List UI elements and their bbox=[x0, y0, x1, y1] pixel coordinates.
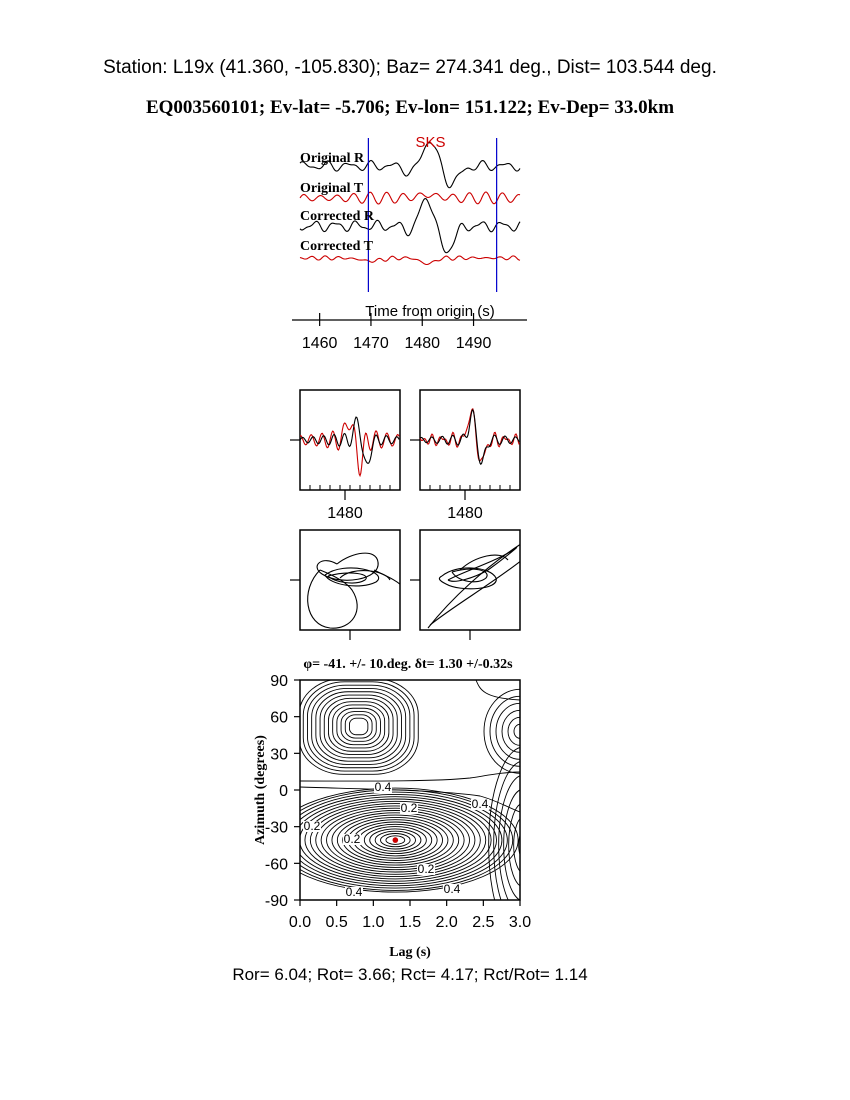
contour-ring bbox=[499, 775, 549, 915]
contour-ring bbox=[307, 685, 409, 768]
trace-label-corrected-t: Corrected T bbox=[300, 239, 373, 254]
station-info: Station: L19x (41.360, -105.830); Baz= 274.341 deg., Dist= 103.544 deg. bbox=[103, 57, 717, 78]
contour-ring bbox=[312, 688, 406, 764]
azimuth-tick-label: 60 bbox=[270, 709, 288, 727]
contour-ring bbox=[324, 698, 393, 754]
lag-tick-label: 3.0 bbox=[508, 914, 532, 931]
particle-motion-panels bbox=[290, 530, 524, 640]
phase-label: SKS bbox=[415, 134, 446, 151]
overlay-trace-red bbox=[420, 409, 519, 461]
contour-ring bbox=[494, 761, 554, 929]
original-waveform-box bbox=[300, 390, 400, 490]
lag-tick-label: 2.0 bbox=[435, 914, 458, 931]
time-tick-label: 1470 bbox=[353, 335, 389, 352]
time-tick-label: 1460 bbox=[301, 335, 338, 352]
contour-ring bbox=[509, 803, 539, 887]
contour-ring bbox=[514, 817, 534, 873]
trace-corrected-t bbox=[300, 256, 520, 265]
azimuth-tick-label: 30 bbox=[270, 746, 288, 764]
lag-tick-label: 0.5 bbox=[325, 914, 348, 931]
contour-label: 0.4 bbox=[345, 885, 363, 899]
trace-label-original-t: Original T bbox=[300, 181, 364, 196]
contour-label: 0.4 bbox=[471, 797, 489, 811]
contour-ring bbox=[504, 789, 544, 901]
contour-panel bbox=[253, 657, 559, 960]
contour-ring bbox=[337, 708, 381, 744]
original-waveform-traces bbox=[300, 417, 399, 476]
lag-tick-label: 1.0 bbox=[362, 914, 385, 931]
contour-label: 0.2 bbox=[343, 832, 361, 846]
contour-label: 0.4 bbox=[443, 882, 461, 896]
trace-label-original-r: Original R bbox=[300, 151, 365, 166]
azimuth-tick-label: -90 bbox=[264, 893, 288, 910]
contour-ring bbox=[349, 718, 367, 735]
azimuth-tick-label: 0 bbox=[279, 783, 288, 800]
event-info: EQ003560101; Ev-lat= -5.706; Ev-lon= 151.122; Ev-Dep= 33.0km bbox=[145, 97, 675, 118]
contour-label: 0.2 bbox=[303, 819, 321, 833]
waveform-panels bbox=[290, 390, 520, 522]
azimuth-tick-label: 90 bbox=[270, 673, 288, 690]
corrected-waveform-traces bbox=[420, 409, 519, 464]
particle-path bbox=[448, 548, 517, 582]
best-fit-marker bbox=[393, 837, 399, 843]
lag-tick-label: 1.5 bbox=[398, 914, 422, 931]
original-particle-motion bbox=[308, 553, 402, 628]
lag-axis-label: Lag (s) bbox=[389, 945, 431, 960]
original-waveform-tick-1480: 1480 bbox=[327, 505, 363, 522]
lag-tick-label: 0.0 bbox=[288, 914, 312, 931]
azimuth-tick-label: -60 bbox=[264, 856, 288, 874]
contour-label: 0.2 bbox=[417, 862, 435, 876]
energy-ratios: Ror= 6.04; Rot= 3.66; Rct= 4.17; Rct/Rot= 1.14 bbox=[232, 965, 588, 984]
time-tick-label: 1490 bbox=[455, 335, 492, 352]
azimuth-tick-label: -30 bbox=[264, 819, 288, 837]
lag-tick-label: 2.5 bbox=[472, 914, 495, 931]
contour-label: 0.2 bbox=[400, 801, 418, 815]
contour-ring bbox=[299, 679, 418, 775]
trace-label-corrected-r: Corrected R bbox=[300, 209, 374, 224]
time-axis-label: Time from origin (s) bbox=[365, 303, 495, 320]
time-tick-label: 1480 bbox=[404, 335, 441, 352]
corrected-waveform-tick-1480: 1480 bbox=[447, 505, 483, 522]
contour-label: 0.4 bbox=[374, 780, 392, 794]
overlay-trace-red bbox=[300, 423, 399, 476]
splitting-result-title: φ= -41. +/- 10.deg. δt= 1.30 +/-0.32s bbox=[303, 657, 513, 672]
azimuth-axis-label: Azimuth (degrees) bbox=[253, 735, 268, 845]
corrected-particle-motion bbox=[428, 542, 524, 628]
contour-ring bbox=[341, 712, 376, 742]
contour-ring bbox=[328, 702, 388, 752]
seismogram-panel bbox=[292, 134, 527, 352]
corrected-particle-motion-box bbox=[420, 530, 520, 630]
